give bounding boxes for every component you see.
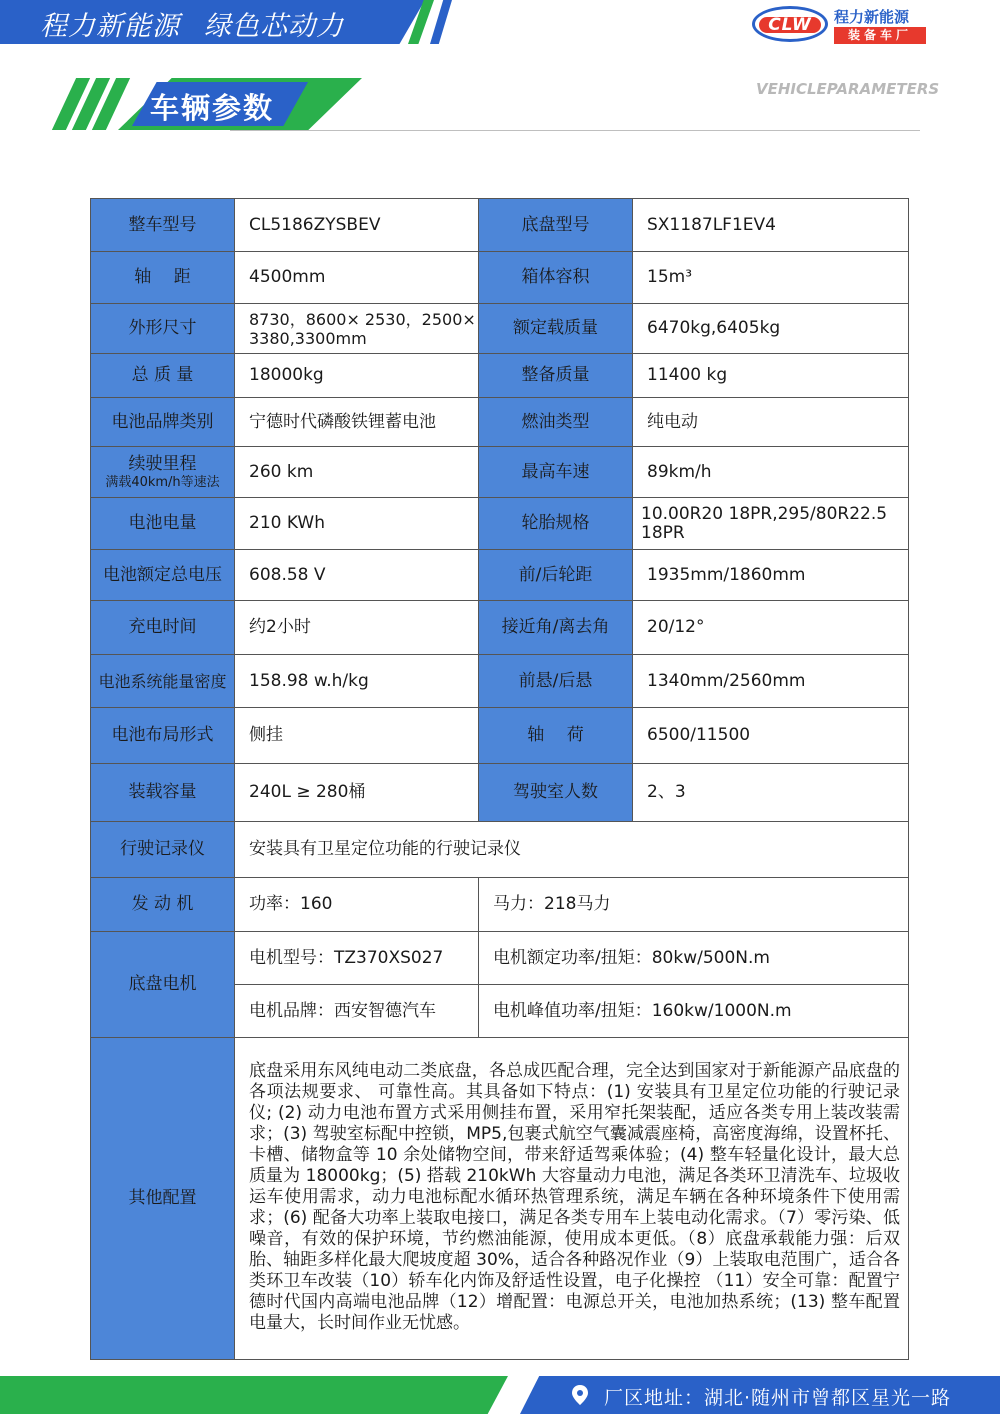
spec-value: 20/12° bbox=[633, 601, 909, 655]
logo-mark-text: CLW bbox=[768, 15, 812, 35]
table-row bbox=[91, 447, 909, 498]
spec-value: 电机额定功率/扭矩：80kw/500N.m bbox=[479, 932, 909, 985]
spec-label: 电池品牌类别 bbox=[91, 398, 235, 447]
brand-logo bbox=[752, 6, 932, 46]
spec-label-note: 满载40km/h等速法 bbox=[105, 474, 220, 490]
spec-value: 89km/h bbox=[633, 447, 909, 498]
other-config-text: 底盘采用东风纯电动二类底盘，各总成匹配合理，完全达到国家对于新能源产品底盘的各项法规要求、 可靠性高。其具备如下特点：(1) 安装具有卫星定位功能的行驶记录仪; (2) 动力电池布置方式采用侧挂布置，采用窄托架装配，适应各类专用上装改装需求；(3) 驾驶室标配中控锁，MP5,包裹式航空气囊减震座椅，高密度海绵，设置杯托、卡槽、储物盒等 10 余处储物空间，带来舒适驾乘体验；(4) 整车轻量化设计，最大总质量为 18000kg；(5) 搭载 210kWh 大容量动力电池，满足各类环卫清洗车、垃圾收运车使用需求，动力电池标配水循环热管理系统，满足车辆在各种环境条件下使用需求；(6) 配备大功率上装取电接口，满足各类专用车上装电动化需求。（7）零污染、低噪音，有效的保护环境，节约燃油能源，使用成本更低。（8）底盘承载能力强：后双胎、轴距多样化最大爬坡度超 30%，适合各种路况作业（9）上装取电范围广，适合各类环卫车改装（10）轿车化内饰及舒适性设置，电子化操控 （11）安全可靠：配置宁德时代国内高端电池品牌（12）增配置：电源总开关，电池加热系统；(13) 整车配置电量大，长时间作业无忧感。 bbox=[235, 1038, 909, 1360]
spec-label-range bbox=[91, 447, 235, 498]
spec-value: 宁德时代磷酸铁锂蓄电池 bbox=[235, 398, 479, 447]
banner-blue-stripe bbox=[430, 0, 452, 44]
spec-value: 6500/11500 bbox=[633, 708, 909, 764]
spec-value: 608.58 V bbox=[235, 550, 479, 601]
section-divider bbox=[230, 130, 920, 131]
spec-label: 底盘型号 bbox=[479, 199, 633, 252]
spec-label: 燃油类型 bbox=[479, 398, 633, 447]
spec-value: 15m³ bbox=[633, 252, 909, 304]
spec-value: 侧挂 bbox=[235, 708, 479, 764]
spec-table bbox=[90, 198, 909, 1360]
logo-mark bbox=[752, 6, 828, 42]
location-pin-icon bbox=[570, 1384, 590, 1406]
spec-value: 功率：160 bbox=[235, 878, 479, 932]
spec-value: 安装具有卫星定位功能的行驶记录仪 bbox=[235, 822, 909, 878]
spec-value: 158.98 w.h/kg bbox=[235, 655, 479, 708]
spec-value: 纯电动 bbox=[633, 398, 909, 447]
spec-label: 电池额定总电压 bbox=[91, 550, 235, 601]
spec-label: 底盘电机 bbox=[91, 932, 235, 1038]
spec-label: 电池布局形式 bbox=[91, 708, 235, 764]
spec-label: 电池电量 bbox=[91, 498, 235, 550]
spec-label: 前/后轮距 bbox=[479, 550, 633, 601]
table-row bbox=[91, 708, 909, 764]
table-row bbox=[91, 655, 909, 708]
spec-label: 总 质 量 bbox=[91, 354, 235, 398]
spec-label: 接近角/离去角 bbox=[479, 601, 633, 655]
logo-company-name: 程力新能源 bbox=[834, 8, 910, 26]
spec-label: 前悬/后悬 bbox=[479, 655, 633, 708]
table-row bbox=[91, 764, 909, 822]
spec-value: 2、3 bbox=[633, 764, 909, 822]
spec-label: 箱体容积 bbox=[479, 252, 633, 304]
spec-label: 额定载质量 bbox=[479, 304, 633, 354]
spec-label: 轮胎规格 bbox=[479, 498, 633, 550]
table-row bbox=[91, 498, 909, 550]
slogan-part-2: 绿色芯动力 bbox=[204, 11, 344, 42]
table-row bbox=[91, 1038, 909, 1360]
spec-label: 轴 荷 bbox=[479, 708, 633, 764]
spec-value: 210 KWh bbox=[235, 498, 479, 550]
spec-value: 11400 kg bbox=[633, 354, 909, 398]
spec-label: 充电时间 bbox=[91, 601, 235, 655]
spec-value: 8730，8600× 2530，2500× 3380,3300mm bbox=[235, 304, 479, 354]
spec-value: 6470kg,6405kg bbox=[633, 304, 909, 354]
spec-value: 260 km bbox=[235, 447, 479, 498]
spec-label: 轴 距 bbox=[91, 252, 235, 304]
table-row bbox=[91, 354, 909, 398]
slogan bbox=[40, 4, 368, 43]
spec-label: 外形尺寸 bbox=[91, 304, 235, 354]
section-title: 车辆参数 bbox=[150, 91, 275, 125]
spec-value: 约2小时 bbox=[235, 601, 479, 655]
spec-label: 整备质量 bbox=[479, 354, 633, 398]
table-row bbox=[91, 398, 909, 447]
table-row bbox=[91, 822, 909, 878]
spec-value: 1935mm/1860mm bbox=[633, 550, 909, 601]
section-english-title: VEHICLEPARAMETERS bbox=[756, 80, 940, 98]
spec-value: 10.00R20 18PR,295/80R22.5 18PR bbox=[633, 498, 909, 550]
spec-value: CL5186ZYSBEV bbox=[235, 199, 479, 252]
spec-label: 其他配置 bbox=[91, 1038, 235, 1360]
footer-address: 厂区地址：湖北·随州市曾都区星光一路 bbox=[604, 1387, 952, 1409]
table-row bbox=[91, 199, 909, 252]
table-row bbox=[91, 601, 909, 655]
table-row bbox=[91, 252, 909, 304]
slogan-part-1: 程力新能源 bbox=[40, 11, 180, 42]
table-row bbox=[91, 550, 909, 601]
table-row bbox=[91, 932, 909, 985]
table-row bbox=[91, 304, 909, 354]
spec-value: 电机型号：TZ370XS027 bbox=[235, 932, 479, 985]
spec-value: 电机品牌：西安智德汽车 bbox=[235, 985, 479, 1038]
spec-value: 240L ≥ 280桶 bbox=[235, 764, 479, 822]
table-row bbox=[91, 878, 909, 932]
spec-label: 装载容量 bbox=[91, 764, 235, 822]
spec-value: 1340mm/2560mm bbox=[633, 655, 909, 708]
spec-value: 电机峰值功率/扭矩：160kw/1000N.m bbox=[479, 985, 909, 1038]
logo-subtitle: 装备车厂 bbox=[834, 27, 926, 44]
spec-label: 驾驶室人数 bbox=[479, 764, 633, 822]
spec-value: SX1187LF1EV4 bbox=[633, 199, 909, 252]
spec-label: 续驶里程 bbox=[128, 453, 197, 474]
footer-green-band bbox=[0, 1376, 508, 1414]
spec-value: 18000kg bbox=[235, 354, 479, 398]
spec-label: 最高车速 bbox=[479, 447, 633, 498]
spec-value: 马力：218马力 bbox=[479, 878, 909, 932]
spec-label: 发 动 机 bbox=[91, 878, 235, 932]
spec-value: 4500mm bbox=[235, 252, 479, 304]
spec-label: 行驶记录仪 bbox=[91, 822, 235, 878]
spec-label: 整车型号 bbox=[91, 199, 235, 252]
spec-label: 电池系统能量密度 bbox=[91, 655, 235, 708]
